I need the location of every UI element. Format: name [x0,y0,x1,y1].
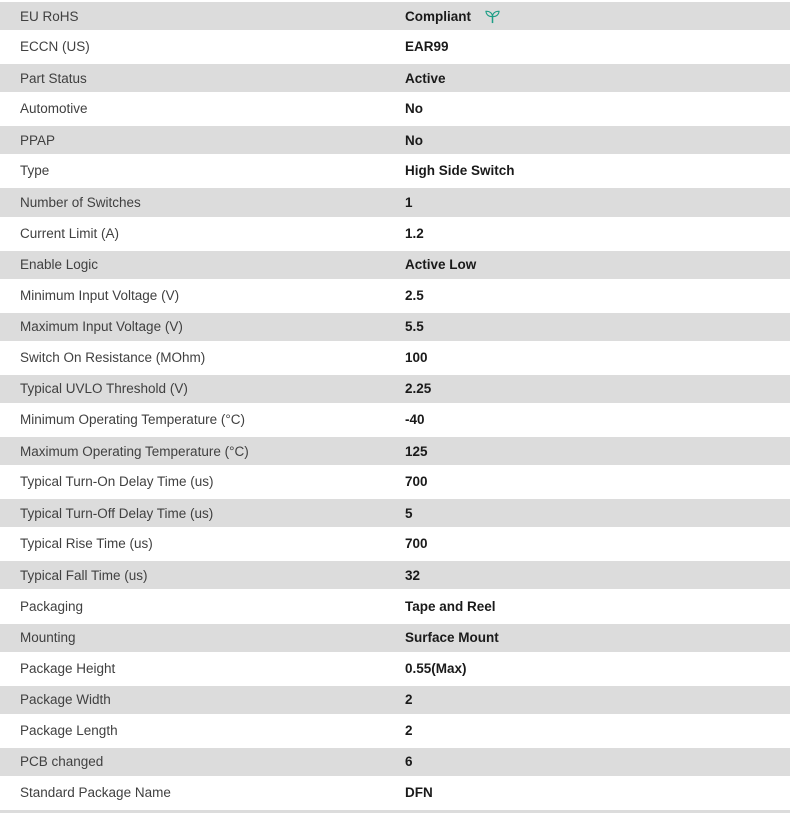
spec-value [405,257,790,272]
spec-label: Packaging [20,598,84,614]
spec-value [405,319,790,334]
spec-value [405,288,790,303]
spec-value-text: 1.2 [405,225,424,241]
spec-value [405,785,790,800]
spec-value [405,723,790,738]
spec-value [405,412,790,427]
spec-label: Typical UVLO Threshold (V) [20,381,188,397]
spec-row [0,342,790,373]
spec-label: Typical Turn-On Delay Time (us) [20,474,214,490]
spec-label: Automotive [20,101,88,117]
spec-row [0,0,790,31]
spec-label: Enable Logic [20,257,99,273]
spec-label: Package Height [20,660,116,676]
spec-row [0,653,790,684]
spec-row [0,155,790,186]
spec-value-text: DFN [405,784,433,800]
spec-label: Standard Package Name [20,784,171,800]
spec-row [0,249,790,280]
spec-value-text: 125 [405,443,428,459]
spec-label: Minimum Operating Temperature (°C) [20,412,245,428]
spec-value-text: Active Low [405,257,477,273]
spec-value [405,536,790,551]
spec-row [0,497,790,528]
spec-value-text: 5.5 [405,319,424,335]
spec-value [405,754,790,769]
spec-value [405,661,790,676]
spec-value [405,71,790,86]
spec-value [405,474,790,489]
spec-row [0,715,790,746]
spec-label: Minimum Input Voltage (V) [20,287,180,303]
spec-label: Type [20,163,50,179]
spec-row [0,528,790,559]
spec-value-text: 2 [405,692,413,708]
sprout-leaf-icon [485,9,500,24]
spec-label: Typical Turn-Off Delay Time (us) [20,505,214,521]
spec-row [0,777,790,808]
spec-row [0,684,790,715]
spec-value-text: No [405,132,423,148]
spec-label: EU RoHS [20,8,79,24]
spec-value-text: High Side Switch [405,163,515,179]
spec-label: Current Limit (A) [20,225,120,241]
spec-value-text: 2.25 [405,381,432,397]
spec-value-text: 32 [405,567,421,583]
spec-label: ECCN (US) [20,39,90,55]
spec-label: Part Status [20,70,87,86]
spec-value-text: 6 [405,754,413,770]
spec-value [405,39,790,54]
spec-value-text: 2.5 [405,287,424,303]
spec-row [0,746,790,777]
spec-value-text: Compliant [405,8,471,24]
spec-row [0,280,790,311]
spec-value-text: 700 [405,536,428,552]
spec-label: Switch On Resistance (MOhm) [20,349,206,365]
spec-label: Number of Switches [20,195,141,210]
spec-value-text: Surface Mount [405,630,499,646]
spec-label: PPAP [20,132,56,148]
spec-value [405,444,790,459]
spec-value [405,9,790,24]
spec-row [0,435,790,466]
spec-row [0,124,790,155]
spec-label: Typical Rise Time (us) [20,536,153,552]
spec-label: Package Length [20,722,118,738]
spec-row [0,31,790,62]
spec-row [0,590,790,621]
spec-row [0,186,790,217]
spec-value-text: Tape and Reel [405,598,496,614]
spec-value-text: 0.55(Max) [405,660,467,676]
spec-label: Maximum Input Voltage (V) [20,319,183,335]
spec-value [405,599,790,614]
spec-label: Typical Fall Time (us) [20,567,148,583]
spec-value-text: 1 [405,195,413,210]
spec-value [405,101,790,116]
spec-value [405,568,790,583]
spec-row [0,311,790,342]
spec-value-text: Active [405,70,446,86]
spec-row [0,559,790,590]
spec-value [405,506,790,521]
spec-value [405,195,790,210]
spec-row [0,93,790,124]
spec-row [0,404,790,435]
spec-label: Package Width [20,692,111,708]
spec-value [405,163,790,178]
spec-value [405,350,790,365]
spec-row [0,62,790,93]
spec-value-text: EAR99 [405,39,449,55]
spec-row [0,373,790,404]
spec-row [0,466,790,497]
partial-next-row [0,808,790,813]
spec-value [405,226,790,241]
spec-label: Mounting [20,630,76,646]
spec-value-text: No [405,101,423,117]
spec-row [0,218,790,249]
spec-label: Maximum Operating Temperature (°C) [20,443,249,459]
spec-value-text: 100 [405,349,428,365]
spec-value [405,692,790,707]
spec-label: PCB changed [20,754,104,770]
spec-value [405,630,790,645]
spec-value-text: 700 [405,474,428,490]
spec-value-text: 5 [405,505,413,521]
spec-row [0,622,790,653]
spec-value-text: 2 [405,722,413,738]
spec-value-text: -40 [405,412,425,428]
spec-value [405,133,790,148]
spec-value [405,381,790,396]
